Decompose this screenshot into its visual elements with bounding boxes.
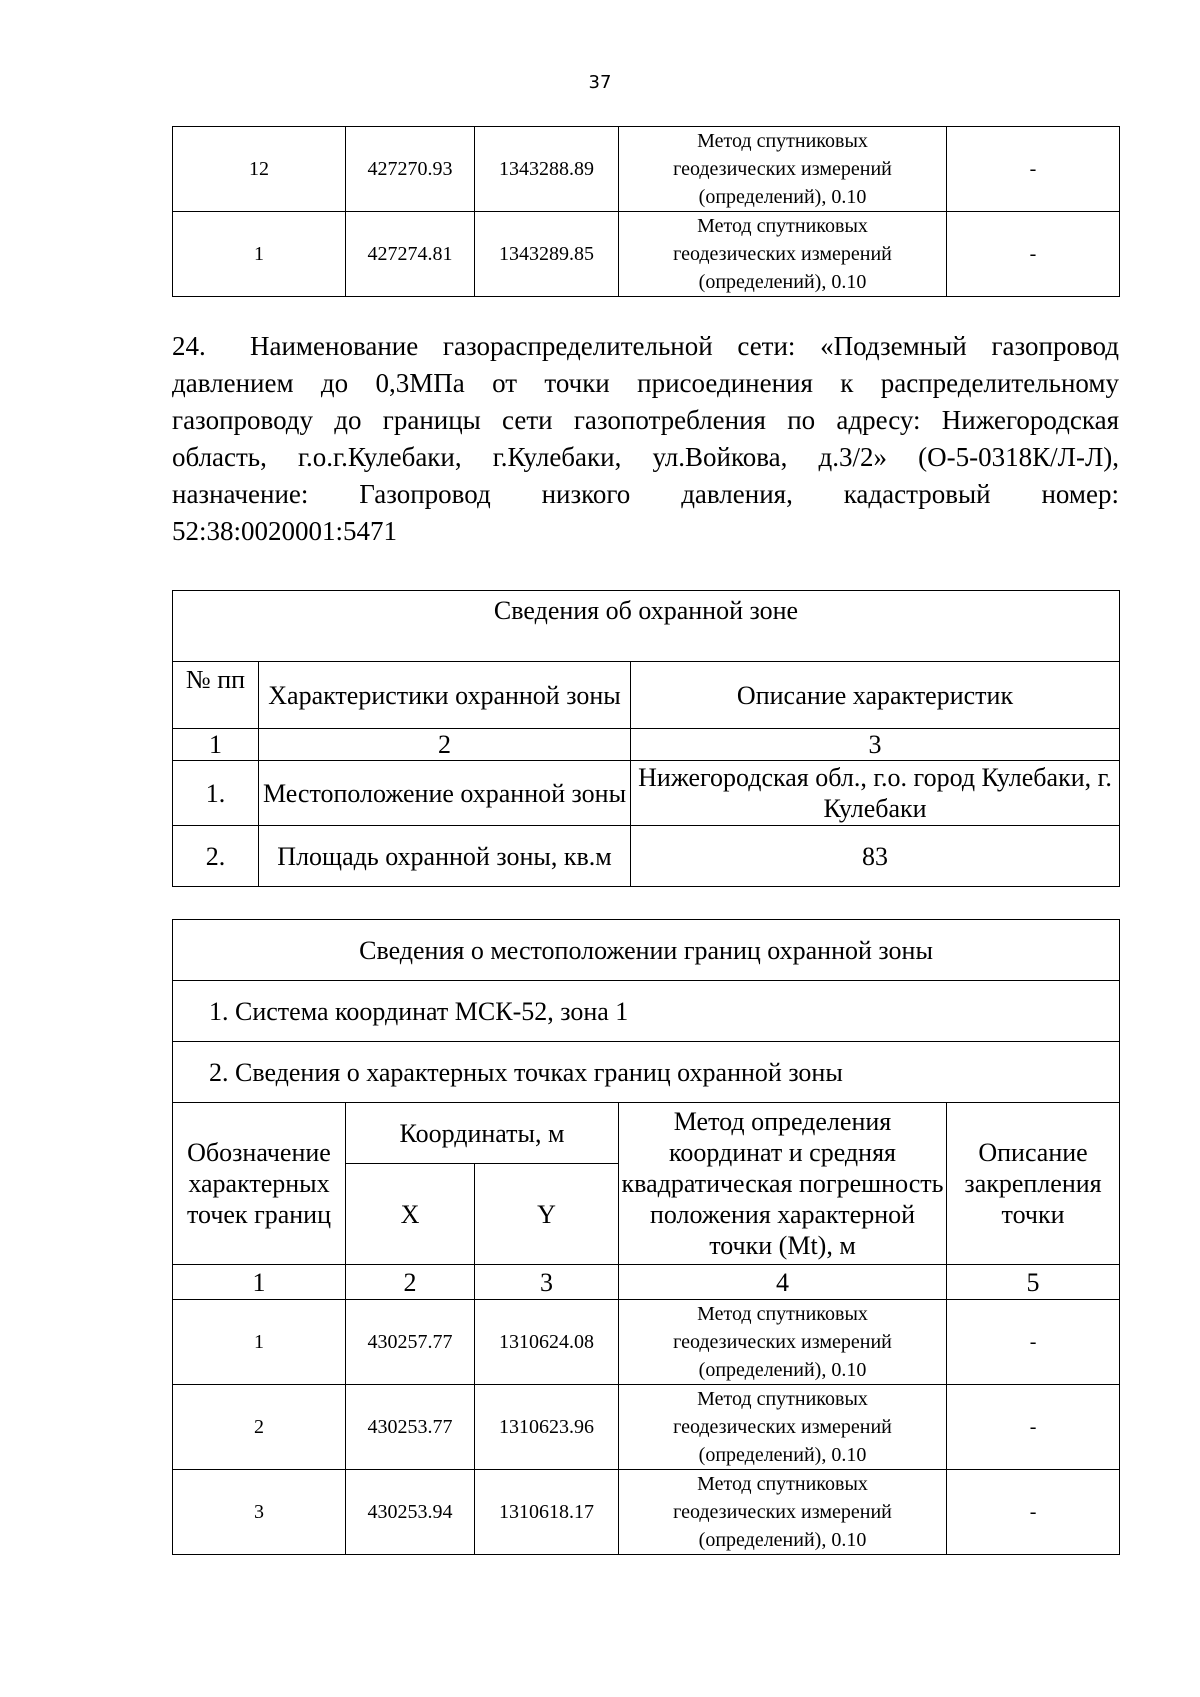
points-subtitle-row: [173, 1042, 1120, 1103]
y-cell: 1343289.85: [475, 212, 619, 297]
description-cell: -: [947, 1470, 1120, 1555]
method-line: геодезических измерений: [673, 1331, 892, 1353]
table-row: [173, 826, 1120, 887]
point-id-cell: 3: [173, 1470, 346, 1555]
y-cell: 1310618.17: [475, 1470, 619, 1555]
x-cell: 430253.94: [346, 1470, 475, 1555]
x-cell: 430253.77: [346, 1385, 475, 1470]
boundary-points-table: [172, 919, 1120, 1555]
col-number: 2: [346, 1265, 475, 1300]
table-header-row: [173, 1103, 1120, 1164]
method-line: геодезических измерений: [673, 243, 892, 265]
zone-info-table: [172, 590, 1120, 887]
y-cell: 1310623.96: [475, 1385, 619, 1470]
col-number: 4: [619, 1265, 947, 1300]
section-number: 24.: [172, 331, 206, 361]
method-cell: [619, 127, 947, 212]
description-cell: -: [947, 1300, 1120, 1385]
method-cell: [619, 1470, 947, 1555]
table-row: [173, 1470, 1120, 1555]
method-line: (определений), 0.10: [698, 1359, 867, 1381]
point-id-cell: 12: [173, 127, 346, 212]
method-cell: [619, 1385, 947, 1470]
method-line: (определений), 0.10: [698, 1444, 867, 1466]
header-coordinates: Координаты, м: [346, 1103, 619, 1164]
method-line: Метод спутниковых: [697, 1473, 868, 1495]
row-number: 2.: [173, 826, 259, 887]
header-designation: Обозначение характерных точек границ: [173, 1103, 346, 1265]
header-description: Описание характеристик: [631, 662, 1120, 729]
table-row: [173, 1300, 1120, 1385]
row-value: Нижегородская обл., г.о. город Кулебаки, г. Кулебаки: [631, 761, 1120, 826]
header-point-description: Описание закрепления точки: [947, 1103, 1120, 1265]
col-number: 1: [173, 729, 259, 761]
section-paragraph: [172, 328, 1119, 550]
col-number: 1: [173, 1265, 346, 1300]
x-cell: 430257.77: [346, 1300, 475, 1385]
method-line: (определений), 0.10: [698, 271, 867, 293]
description-cell: -: [947, 127, 1120, 212]
method-line: Метод спутниковых: [697, 1388, 868, 1410]
description-cell: -: [947, 212, 1120, 297]
table-title-row: [173, 591, 1120, 662]
method-line: Метод спутниковых: [697, 1303, 868, 1325]
header-characteristic: Характеристики охранной зоны: [259, 662, 631, 729]
points-subtitle: 2. Сведения о характерных точках границ охранной зоны: [173, 1042, 1120, 1103]
method-line: Метод спутниковых: [697, 130, 868, 152]
y-cell: 1343288.89: [475, 127, 619, 212]
method-line: (определений), 0.10: [698, 186, 867, 208]
method-line: Метод спутниковых: [697, 215, 868, 237]
method-line: геодезических измерений: [673, 1416, 892, 1438]
description-cell: -: [947, 1385, 1120, 1470]
x-cell: 427274.81: [346, 212, 475, 297]
row-name: Площадь охранной зоны, кв.м: [259, 826, 631, 887]
point-id-cell: 1: [173, 212, 346, 297]
method-cell: [619, 212, 947, 297]
coordinate-system: 1. Система координат МСК-52, зона 1: [173, 981, 1120, 1042]
table-row: [173, 761, 1120, 826]
method-line: (определений), 0.10: [698, 1529, 867, 1551]
y-cell: 1310624.08: [475, 1300, 619, 1385]
row-value: 83: [631, 826, 1120, 887]
method-line: геодезических измерений: [673, 158, 892, 180]
x-cell: 427270.93: [346, 127, 475, 212]
table-row: [173, 127, 1120, 212]
table-row: [173, 212, 1120, 297]
header-method: Метод определения координат и средняя квадратическая погрешность положения характерной точки (Mt), м: [619, 1103, 947, 1265]
continuation-table: [172, 126, 1120, 297]
header-y: Y: [475, 1164, 619, 1265]
table-row: [173, 1385, 1120, 1470]
col-number: 2: [259, 729, 631, 761]
coordinate-system-row: [173, 981, 1120, 1042]
column-numbers-row: [173, 1265, 1120, 1300]
point-id-cell: 2: [173, 1385, 346, 1470]
table-title-row: [173, 920, 1120, 981]
point-id-cell: 1: [173, 1300, 346, 1385]
column-numbers-row: [173, 729, 1120, 761]
col-number: 3: [475, 1265, 619, 1300]
section-text: Наименование газораспределительной сети: «Подземный газопровод давлением до 0,3МПа от точки присоединения к распределительному газопроводу до границы сети газопотребления по адресу: Нижегородская область, г.о.г.Кулебаки, г.Кулебаки, ул.Войкова, д.3/2» (О-5-0318К/Л-Л), назначение: Газопровод низкого давления, кадастровый номер: 52:38:0020001:5471: [172, 331, 1119, 546]
method-line: геодезических измерений: [673, 1501, 892, 1523]
points-table-title: Сведения о местоположении границ охранной зоны: [173, 920, 1120, 981]
table-header-row: [173, 662, 1120, 729]
row-name: Местоположение охранной зоны: [259, 761, 631, 826]
page-number: 37: [588, 72, 612, 93]
row-number: 1.: [173, 761, 259, 826]
method-cell: [619, 1300, 947, 1385]
header-number: № пп: [173, 662, 259, 729]
header-x: X: [346, 1164, 475, 1265]
col-number: 5: [947, 1265, 1120, 1300]
zone-table-title: Сведения об охранной зоне: [173, 591, 1120, 662]
col-number: 3: [631, 729, 1120, 761]
